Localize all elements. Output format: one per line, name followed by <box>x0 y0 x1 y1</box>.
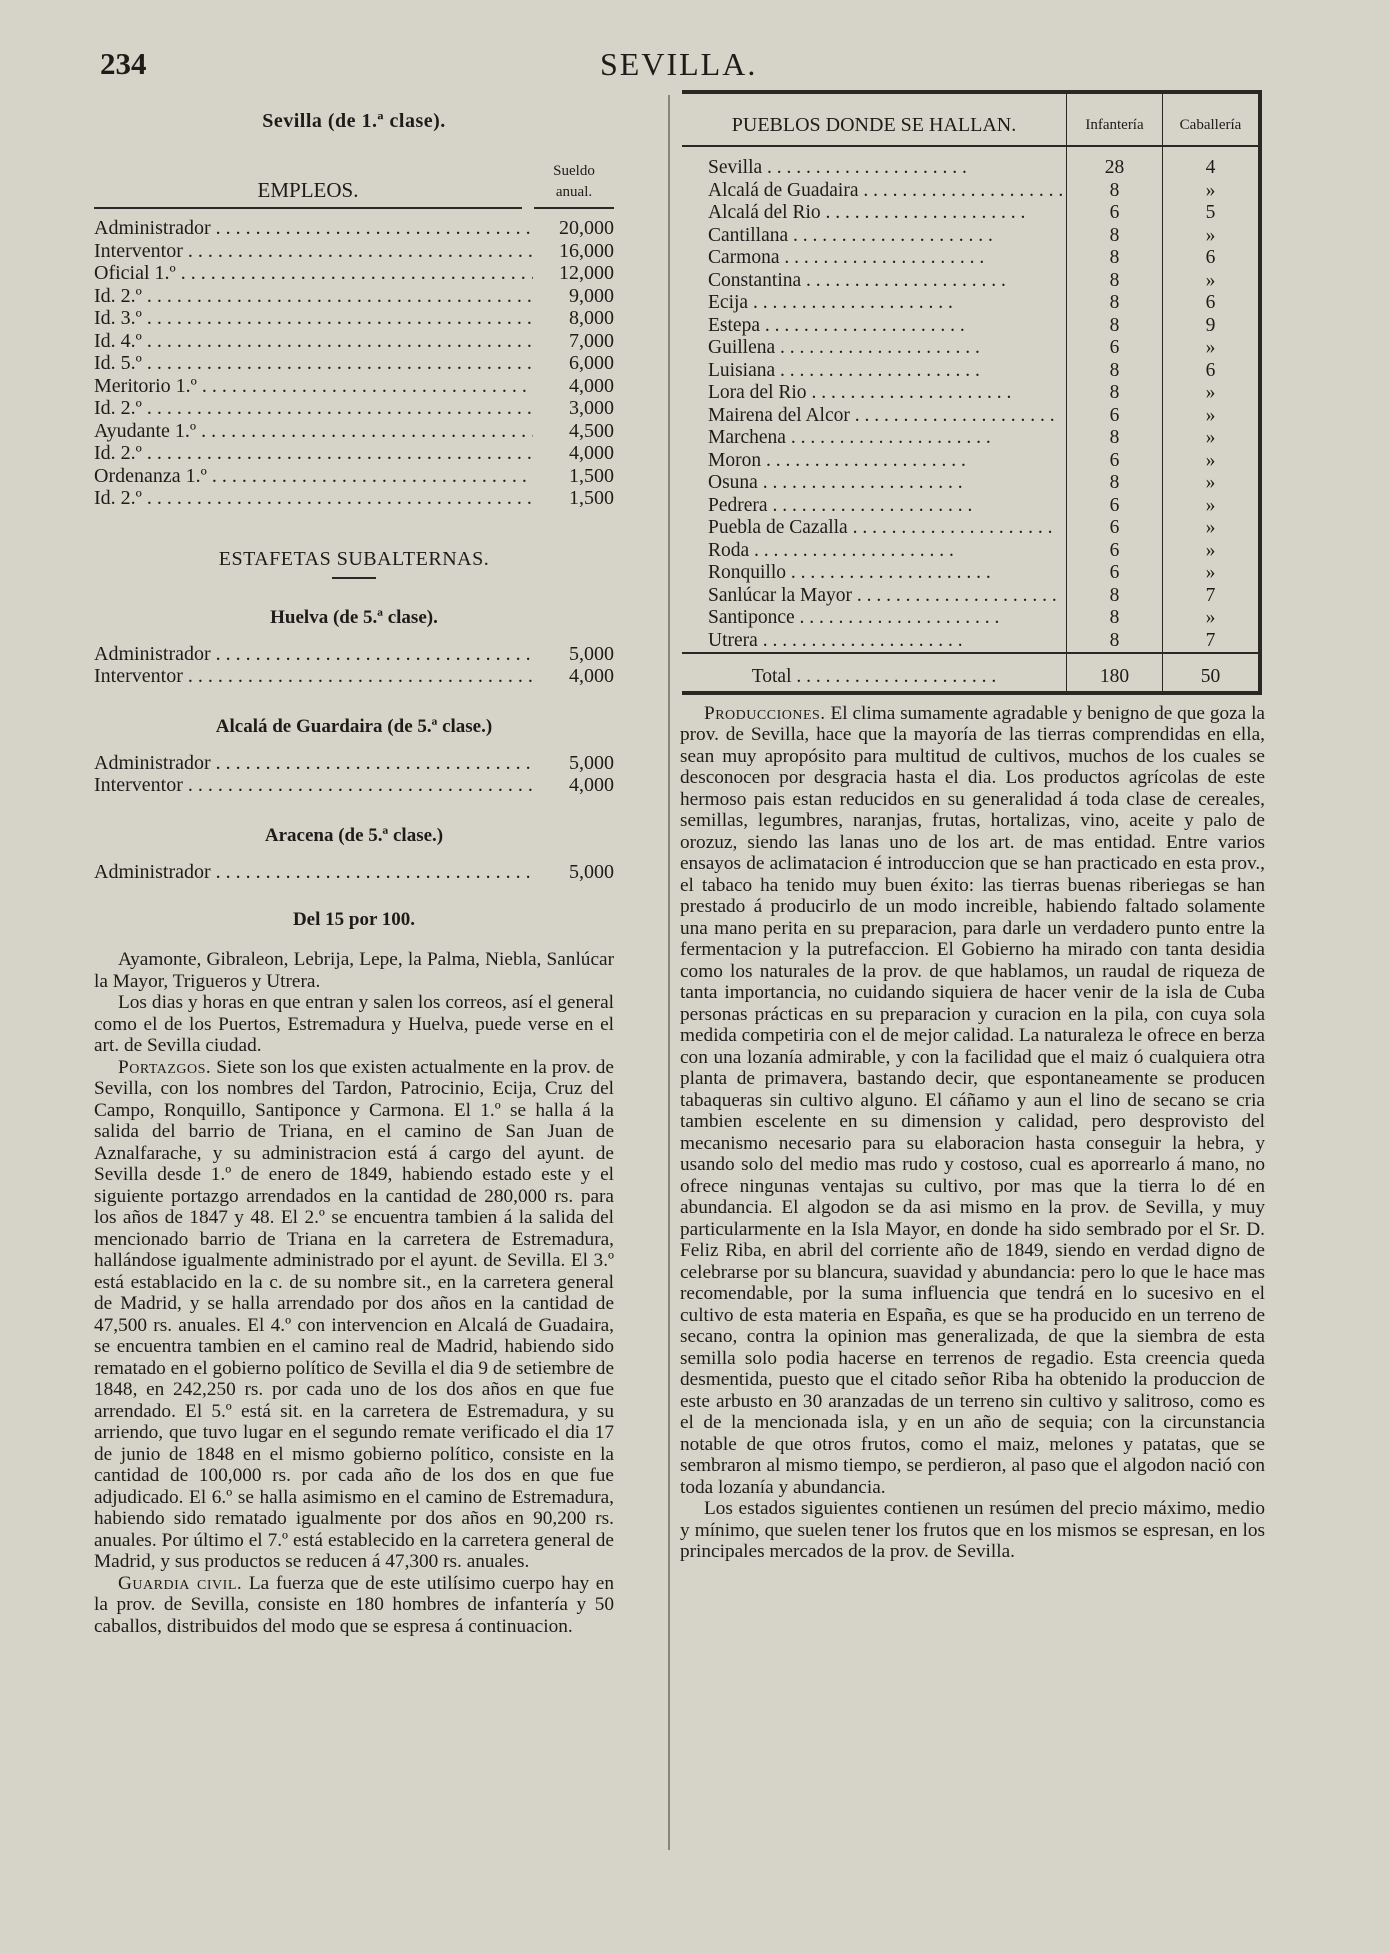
pueblo-label: Utrera . . . <box>708 630 963 651</box>
item-label: Ordenanza 1.º . . . <box>94 465 533 488</box>
pueblo-label: Moron . . . <box>708 450 966 471</box>
empleos-list <box>94 217 614 510</box>
caballeria-value: » <box>1163 607 1261 630</box>
caballeria-value: 6 <box>1163 292 1261 315</box>
pueblo-name <box>682 180 1067 203</box>
item-label: Administrador . . . <box>94 752 533 775</box>
page-title: SEVILLA. <box>600 46 758 82</box>
table-row <box>682 146 1260 180</box>
caballeria-value: 6 <box>1163 360 1261 383</box>
empleos-header-label: EMPLEOS. <box>94 178 522 209</box>
item-label: Id. 2.º . . . <box>94 442 533 465</box>
pueblo-name <box>682 630 1067 654</box>
pueblo-label: Luisiana . . . <box>708 360 980 381</box>
infanteria-value: 8 <box>1067 427 1163 450</box>
table-row <box>682 472 1260 495</box>
item-label: Interventor . . . <box>94 774 533 797</box>
item-label: Id. 3.º . . . <box>94 307 533 330</box>
infanteria-value: 8 <box>1067 292 1163 315</box>
caballeria-value: » <box>1163 405 1261 428</box>
infanteria-value: 6 <box>1067 562 1163 585</box>
caballeria-value: 9 <box>1163 315 1261 338</box>
table-row <box>682 585 1260 608</box>
aracena-subtitle: Aracena (de 5.ª clase.) <box>264 824 444 846</box>
pueblo-name <box>682 427 1067 450</box>
guardia-label: Guardia civil. <box>118 1572 243 1594</box>
item-label: Oficial 1.º . . . <box>94 262 533 285</box>
list-item <box>94 262 614 285</box>
list-item <box>94 240 614 263</box>
table-row <box>682 405 1260 428</box>
paragraph-guardia <box>94 1573 614 1638</box>
item-value: 5,000 <box>569 860 614 883</box>
infanteria-value: 8 <box>1067 630 1163 654</box>
caballeria-value: » <box>1163 562 1261 585</box>
caballeria-value: » <box>1163 337 1261 360</box>
column-divider <box>668 95 670 1850</box>
table-row <box>682 180 1260 203</box>
list-item <box>94 861 614 884</box>
list-item <box>94 420 614 443</box>
list-item <box>94 375 614 398</box>
pueblo-name <box>682 562 1067 585</box>
infanteria-value: 8 <box>1067 315 1163 338</box>
item-label: Id. 4.º . . . <box>94 330 533 353</box>
table-row <box>682 247 1260 270</box>
pueblo-name <box>682 247 1067 270</box>
pueblo-label: Puebla de Cazalla . . . <box>708 517 1052 538</box>
page-number: 234 <box>100 46 147 81</box>
item-label: Ayudante 1.º . . . <box>94 420 533 443</box>
infanteria-value: 6 <box>1067 337 1163 360</box>
table-row <box>682 270 1260 293</box>
pueblo-label: Osuna . . . <box>708 472 963 493</box>
item-label: Interventor . . . <box>94 240 533 263</box>
total-caballeria: 50 <box>1163 653 1261 693</box>
aracena-list <box>94 861 614 884</box>
pueblo-name <box>682 146 1067 180</box>
table-row <box>682 382 1260 405</box>
pueblo-label: Alcalá del Rio . . . <box>708 202 1025 223</box>
infanteria-value: 6 <box>1067 405 1163 428</box>
caballeria-value: » <box>1163 540 1261 563</box>
caballeria-value: 6 <box>1163 247 1261 270</box>
table-row <box>682 292 1260 315</box>
caballeria-value: 7 <box>1163 585 1261 608</box>
caballeria-value: » <box>1163 225 1261 248</box>
item-label: Meritorio 1.º . . . <box>94 375 533 398</box>
infanteria-value: 6 <box>1067 517 1163 540</box>
producciones-label: Producciones. <box>704 702 826 724</box>
paragraph-dias: Los dias y horas en que entran y salen los correos, así el general como el de los Puertos, Estremadura y Huelva, puede verse en el art. de Sevilla ciudad. <box>94 992 614 1056</box>
pueblo-name <box>682 450 1067 473</box>
paragraph-portazgos <box>94 1057 614 1573</box>
total-infanteria: 180 <box>1067 653 1163 693</box>
list-item <box>94 665 614 688</box>
item-label: Interventor . . . <box>94 665 533 688</box>
pueblo-label: Ecija . . . <box>708 292 953 313</box>
pueblo-name <box>682 472 1067 495</box>
caballeria-value: » <box>1163 472 1261 495</box>
pueblo-label: Santiponce . . . <box>708 607 999 628</box>
table-body <box>682 146 1260 653</box>
table-row <box>682 517 1260 540</box>
caballeria-value: » <box>1163 180 1261 203</box>
item-label: Id. 2.º . . . <box>94 285 533 308</box>
pueblo-label: Marchena . . . <box>708 427 991 448</box>
table-row <box>682 202 1260 225</box>
item-value: 3,000 <box>569 397 614 419</box>
table-header-infanteria: Infantería <box>1067 92 1163 146</box>
pueblo-name <box>682 270 1067 293</box>
list-item <box>94 774 614 797</box>
pueblo-name <box>682 540 1067 563</box>
item-value: 4,000 <box>569 774 614 796</box>
pueblo-label: Sanlúcar la Mayor . . . <box>708 585 1057 606</box>
pueblo-name <box>682 405 1067 428</box>
portazgos-text: Siete son los que existen actualmente en la prov. de Sevilla, con los nombres del Tardon, Patrocinio, Ecija, Cruz del Campo, Ronquillo, Santiponce y Carmona. El 1.º se halla á la salida del barrio de Triana, en el camino de San Juan de Aznalfarache, y su administracion está á cargo del ayunt. de Sevilla desde 1.º de enero de 1849, habiendo estado este y el siguiente portazgo arrendados en la cantidad de 280,000 rs. para los años de 1847 y 48. El 2.º se encuentra tambien á la salida del mencionado barrio de Triana en la carretera de Estremadura, hallándose igualmente administrado por el ayunt. de Sevilla. El 3.º está establacido en la c. de su nombre sit., en la carretera general de Madrid, y se halla arrendado por dos años en la cantidad de 47,500 rs. anuales. El 4.º con intervencion en Alcalá de Guadaira, se encuentra tambien en el camino real de Madrid, habiendo sido rematado en el gobierno político de Sevilla el dia 9 de setiembre de 1848, en 242,250 rs. por cada uno de los dos años en que fue arrendado. El 5.º está sit. en la carretera de Estremadura, y su arriendo, que tuvo lugar en el segundo remate verificado el dia 17 de junio de 1848 en el mismo gobierno político, consiste en la cantidad de 100,000 rs. por cada año de los dos en que fue adjudicado. El 6.º se halla asimismo en el camino de Estremadura, habiendo sido rematado igualmente por dos años en 90,200 rs. anuales. Por último el 7.º está establecido en la carretera general de Madrid, y sus productos se reducen á 47,300 rs. anuales. <box>94 1056 614 1572</box>
infanteria-value: 8 <box>1067 270 1163 293</box>
item-label: Id. 2.º . . . <box>94 487 533 510</box>
pueblo-name <box>682 607 1067 630</box>
huelva-list <box>94 643 614 688</box>
pueblo-label: Estepa . . . <box>708 315 965 336</box>
item-label: Id. 5.º . . . <box>94 352 533 375</box>
portazgos-label: Portazgos. <box>118 1056 212 1078</box>
table-header-pueblos: PUEBLOS DONDE SE HALLAN. <box>682 92 1067 146</box>
alcala-list <box>94 752 614 797</box>
table-row <box>682 562 1260 585</box>
list-item <box>94 307 614 330</box>
empleos-header <box>94 161 614 209</box>
total-label: Total . . . <box>682 653 1067 693</box>
pueblo-label: Pedrera . . . <box>708 495 972 516</box>
item-label: Administrador . . . <box>94 643 533 666</box>
table-row <box>682 607 1260 630</box>
item-value: 4,000 <box>569 442 614 464</box>
item-value: 1,500 <box>569 464 614 487</box>
pueblo-name <box>682 360 1067 383</box>
pueblo-label: Alcalá de Guadaira . . . <box>708 180 1063 201</box>
infanteria-value: 6 <box>1067 540 1163 563</box>
divider <box>332 577 376 579</box>
item-value: 5,000 <box>569 751 614 774</box>
item-label: Administrador . . . <box>94 217 533 240</box>
infanteria-value: 8 <box>1067 382 1163 405</box>
item-value: 4,000 <box>569 665 614 687</box>
table-header-caballeria: Caballería <box>1163 92 1261 146</box>
pueblo-label: Sevilla . . . <box>708 157 967 178</box>
item-value: 12,000 <box>559 262 614 284</box>
estafetas-heading: ESTAFETAS SUBALTERNAS. <box>218 547 490 570</box>
list-item <box>94 643 614 666</box>
list-item <box>94 397 614 420</box>
infanteria-value: 8 <box>1067 360 1163 383</box>
table-row <box>682 360 1260 383</box>
pueblo-label: Guillena . . . <box>708 337 980 358</box>
infanteria-value: 6 <box>1067 495 1163 518</box>
table-row <box>682 337 1260 360</box>
producciones-section <box>680 703 1265 1563</box>
producciones-text: El clima sumamente agradable y benigno de que goza la prov. de Sevilla, hace que la mayoría de las tierras comprendidas en ella, sean muy apropósito para multitud de cultivos, muchos de los cuales se desconocen por desgracia hasta el dia. Los productos agrícolas de este hermoso pais estan reducidos en su generalidad á toda clase de cereales, semillas, legumbres, naranjas, frutas, hortalizas, vino, aceite y palo de orozuz, siendo las lanas uno de los art. de mas entidad. Entre varios ensayos de aclimatacion é introduccion que se han practicado en esta prov., el tabaco ha tenido muy buen éxito: las tierras buenas riberiegas se han prestado á producirlo de un modo increible, habiendo faltado solamente una mano perita en su preparacion, para darle un verdadero punto entre la fermentacion y la putrefaccion. El Gobierno ha mirado con tanta desidia como los naturales de la prov. de que hablamos, un raudal de riqueza de tanta importancia, no cuidando siquiera de hacer venir de la isla de Cuba personas prácticas en su preparacion y curacion en la pila, con cuya sola medida competiria con el de mejor calidad. La naturaleza le ofrece en berza con una lozanía admirable, y con la facilidad que el maiz ó cualquiera otra planta de primavera, bastando decir, que espontaneamente se producen tabaqueras sin cultivo alguno. El cáñamo y aun el lino de secano se cria tambien escelente en su dimension y calidad, pero desprovisto del mecanismo necesario para su elaboracion hasta conseguir la hebra, y usando solo del medio mas rudo y costoso, cual es aporrearlo á mano, no ofrece ningunas ventajas su cultivo, por mas que la tierra lo dé en abundancia. El algodon se da asi mismo en la prov. de Sevilla, y muy particularmente en la Isla Mayor, en donde ha sido sembrado por el Sr. D. Feliz Riba, en abril del corriente año de 1849, siendo en verdad digno de celebrarse por su blancura, suavidad y abundancia: pero lo que le hace mas recomendable, por la suma influencia que tendrá en lo sucesivo en el cultivo de esta materia en España, es que se ha producido en un terreno de secano, contra la opinion mas generalizada, de que la siembra de esta semilla solo podia hacerse en terrenos de regadio. Esta creencia queda desmentida, puesto que el citado señor Riba ha obtenido la produccion de este arbusto en 30 aranzadas de un terreno sin cultivo y salitroso, como es el de la mencionada isla, y en un año de sequia; con la circunstancia notable de que otros frutos, como el maiz, melones y patatas, que se sembraron al mismo tiempo, se perdieron, al paso que el algodon nació con toda lozanía y abundancia. <box>680 702 1265 1498</box>
guardia-table <box>682 90 1262 695</box>
table-row <box>682 495 1260 518</box>
table-row <box>682 540 1260 563</box>
sueldo-header-label: Sueldo anual. <box>534 161 614 209</box>
table-row <box>682 315 1260 338</box>
item-value: 20,000 <box>559 217 614 239</box>
list-item <box>94 487 614 510</box>
infanteria-value: 28 <box>1067 146 1163 180</box>
table-row <box>682 427 1260 450</box>
caballeria-value: » <box>1163 382 1261 405</box>
item-value: 4,000 <box>569 374 614 397</box>
list-item <box>94 217 614 240</box>
pueblo-name <box>682 495 1067 518</box>
left-column <box>94 110 614 1637</box>
guardia-text: La fuerza que de este utilísimo cuerpo hay en la prov. de Sevilla, consiste en 180 hombres de infantería y 50 caballos, distribuidos del modo que se espresa á continuacion. <box>94 1572 614 1637</box>
pueblo-name <box>682 382 1067 405</box>
pueblo-label: Ronquillo . . . <box>708 562 991 583</box>
infanteria-value: 8 <box>1067 585 1163 608</box>
alcala-subtitle: Alcalá de Guardaira (de 5.ª clase.) <box>215 715 493 737</box>
item-value: 4,500 <box>569 419 614 442</box>
table-row <box>682 630 1260 654</box>
pueblo-name <box>682 517 1067 540</box>
item-label: Id. 2.º . . . <box>94 397 533 420</box>
infanteria-value: 8 <box>1067 472 1163 495</box>
pueblo-name <box>682 315 1067 338</box>
caballeria-value: » <box>1163 427 1261 450</box>
item-value: 9,000 <box>569 284 614 307</box>
list-item <box>94 752 614 775</box>
infanteria-value: 8 <box>1067 225 1163 248</box>
infanteria-value: 6 <box>1067 202 1163 225</box>
caballeria-value: » <box>1163 450 1261 473</box>
caballeria-value: » <box>1163 270 1261 293</box>
pueblo-label: Carmona . . . <box>708 247 984 268</box>
item-value: 7,000 <box>569 329 614 352</box>
del15-subtitle: Del 15 por 100. <box>292 909 416 930</box>
item-value: 8,000 <box>569 307 614 329</box>
pueblo-name <box>682 225 1067 248</box>
list-item <box>94 442 614 465</box>
pueblo-name <box>682 292 1067 315</box>
pueblo-label: Mairena del Alcor . . . <box>708 405 1055 426</box>
caballeria-value: 7 <box>1163 630 1261 654</box>
pueblo-name <box>682 202 1067 225</box>
infanteria-value: 8 <box>1067 607 1163 630</box>
list-item <box>94 352 614 375</box>
item-value: 16,000 <box>559 239 614 262</box>
pueblo-label: Roda . . . <box>708 540 954 561</box>
paragraph-del15: Ayamonte, Gibraleon, Lebrija, Lepe, la Palma, Niebla, Sanlúcar la Mayor, Trigueros y Utrera. <box>94 949 614 992</box>
infanteria-value: 6 <box>1067 450 1163 473</box>
caballeria-value: 5 <box>1163 202 1261 225</box>
list-item <box>94 285 614 308</box>
table-row <box>682 450 1260 473</box>
table-row <box>682 225 1260 248</box>
sevilla-subtitle: Sevilla (de 1.ª clase). <box>262 110 446 132</box>
item-label: Administrador . . . <box>94 861 533 884</box>
pueblo-label: Cantillana . . . <box>708 225 993 246</box>
item-value: 1,500 <box>569 487 614 509</box>
item-value: 6,000 <box>569 352 614 374</box>
infanteria-value: 8 <box>1067 247 1163 270</box>
pueblo-label: Constantina . . . <box>708 270 1006 291</box>
right-column <box>680 90 1265 1563</box>
pueblo-label: Lora del Rio . . . <box>708 382 1011 403</box>
list-item <box>94 330 614 353</box>
item-value: 5,000 <box>569 642 614 665</box>
pueblo-name <box>682 585 1067 608</box>
pueblo-name <box>682 337 1067 360</box>
table-total-row <box>682 653 1260 693</box>
caballeria-value: » <box>1163 517 1261 540</box>
list-item <box>94 465 614 488</box>
paragraph-estados: Los estados siguientes contienen un resúmen del precio máximo, medio y mínimo, que suelen tener los frutos que en los mismos se espresan, en los principales mercados de la prov. de Sevilla. <box>680 1498 1265 1562</box>
caballeria-value: » <box>1163 495 1261 518</box>
infanteria-value: 8 <box>1067 180 1163 203</box>
huelva-subtitle: Huelva (de 5.ª clase). <box>270 606 438 628</box>
paragraph-producciones <box>680 703 1265 1499</box>
caballeria-value: 4 <box>1163 146 1261 180</box>
